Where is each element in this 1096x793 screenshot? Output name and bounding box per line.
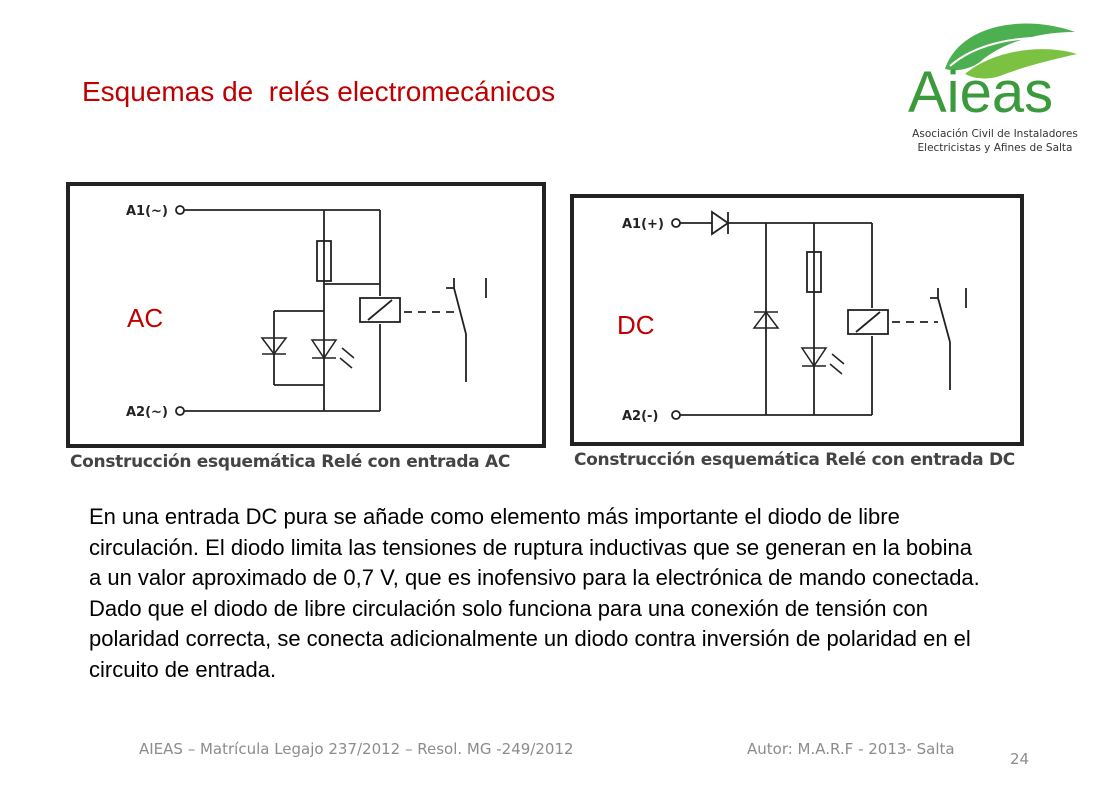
page-number: 24 bbox=[1010, 750, 1030, 768]
dc-terminal-a2-label: A2(-) bbox=[622, 409, 659, 424]
footer-right: Autor: M.A.R.F - 2013- Salta bbox=[747, 740, 955, 758]
ac-caption: Construcción esquemática Relé con entrada AC bbox=[70, 452, 511, 472]
logo-subtitle bbox=[910, 127, 1080, 155]
body-paragraph-1: En una entrada DC pura se añade como elemento más importante el diodo de libre circulación. El diodo limita las tensiones de ruptura inductivas que se generan en la bobina a un valor aproximado de 0,7 V, que es inofensivo para la electrónica de mando conectada. bbox=[89, 504, 980, 590]
ac-terminal-a1-label: A1(~) bbox=[126, 204, 168, 219]
ac-label: AC bbox=[127, 303, 164, 333]
logo-subtitle-line2: Electricistas y Afines de Salta bbox=[917, 142, 1073, 154]
body-paragraph-2: Dado que el diodo de libre circulación solo funciona para una conexión de tensión con polaridad correcta, se conecta adicionalmente un diodo contra inversión de polaridad en el circuito de entrada. bbox=[89, 595, 971, 682]
ac-terminal-a2-label: A2(~) bbox=[126, 405, 168, 420]
dc-label: DC bbox=[617, 310, 655, 340]
logo-wordmark: Aieas bbox=[908, 60, 1054, 125]
slide-title: Esquemas de relés electromecánicos bbox=[82, 76, 556, 107]
body-text bbox=[89, 502, 989, 685]
logo-subtitle-line1: Asociación Civil de Instaladores bbox=[912, 128, 1078, 140]
dc-terminal-a1-label: A1(+) bbox=[622, 217, 664, 232]
footer-left: AIEAS – Matrícula Legajo 237/2012 – Resol. MG -249/2012 bbox=[139, 740, 574, 758]
dc-caption: Construcción esquemática Relé con entrada DC bbox=[574, 450, 1015, 470]
